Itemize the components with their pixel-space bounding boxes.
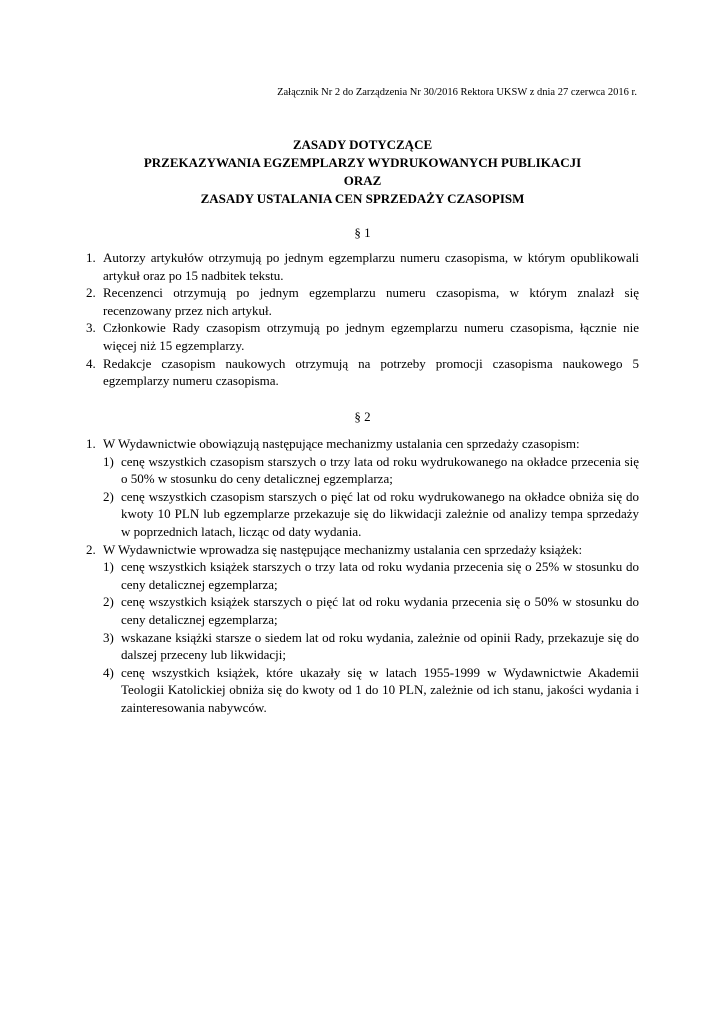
sub-item-number: 1) bbox=[103, 453, 114, 469]
section-2-list bbox=[86, 435, 639, 717]
list-item bbox=[86, 284, 639, 319]
sub-item-text: cenę wszystkich książek, które ukazały się w latach 1955-1999 w Wydawnictwie Akademii Teologii Katolickiej obniża się do kwoty od 1 do 10 PLN, zależnie od ich stanu, jakości wydania i zainteresowania nabywców. bbox=[121, 664, 639, 715]
list-item bbox=[86, 435, 639, 453]
sub-list-item bbox=[86, 488, 639, 541]
item-number: 1. bbox=[86, 436, 96, 451]
sub-item-number: 2) bbox=[103, 488, 114, 504]
sub-item-text: cenę wszystkich czasopism starszych o pięć lat od roku wydrukowanego na okładce obniża się do kwoty 10 PLN lub egzemplarze przekazuje się do likwidacji zależnie od analizy tempa sprzedaży w poprzednich latach, licząc od daty wydania. bbox=[121, 488, 639, 539]
item-number: 4. bbox=[86, 355, 96, 371]
list-item bbox=[86, 249, 639, 284]
sub-item-text: wskazane książki starsze o siedem lat od roku wydania, zależnie od opinii Rady, przekazuje się do dalszej przeceny lub likwidacji; bbox=[121, 629, 639, 663]
sub-item-number: 1) bbox=[103, 559, 114, 575]
sub-item-number: 4) bbox=[103, 664, 114, 680]
sub-item-number: 2) bbox=[103, 594, 114, 610]
sub-item-text: cenę wszystkich książek starszych o trzy lata od roku wydania przecenia się o 25% w stosunku do ceny detalicznej egzemplarza; bbox=[121, 559, 639, 592]
sub-item-text: cenę wszystkich książek starszych o pięć lat od roku wydania przecenia się o 50% w stosunku do ceny detalicznej egzemplarza; bbox=[121, 594, 639, 627]
sub-item-number: 3) bbox=[103, 629, 114, 645]
item-number: 2. bbox=[86, 541, 96, 557]
document-title bbox=[0, 136, 725, 208]
sub-list-item bbox=[86, 629, 639, 664]
sub-list-item bbox=[86, 664, 639, 717]
sub-list-item bbox=[86, 558, 639, 593]
header-note: Załącznik Nr 2 do Zarządzenia Nr 30/2016 Rektora UKSW z dnia 27 czerwca 2016 r. bbox=[277, 87, 637, 98]
section-1-list bbox=[86, 249, 639, 390]
item-number: 3. bbox=[86, 320, 96, 336]
item-number: 2. bbox=[86, 285, 96, 301]
item-text: Redakcje czasopism naukowych otrzymują na potrzeby promocji czasopisma naukowego 5 egzemplarzy numeru czasopisma. bbox=[103, 355, 639, 389]
list-item bbox=[86, 355, 639, 390]
item-text: W Wydawnictwie obowiązują następujące mechanizmy ustalania cen sprzedaży czasopism: bbox=[103, 436, 580, 451]
sub-item-text: cenę wszystkich czasopism starszych o trzy lata od roku wydrukowanego na okładce przecenia się o 50% w stosunku do ceny detalicznej egzemplarza; bbox=[121, 453, 639, 487]
list-item bbox=[86, 319, 639, 354]
item-text: Autorzy artykułów otrzymują po jednym egzemplarzu numeru czasopisma, w którym opublikowali artykuł oraz po 15 nadbitek tekstu. bbox=[103, 250, 639, 283]
item-number: 1. bbox=[86, 250, 96, 265]
title-line: ZASADY USTALANIA CEN SPRZEDAŻY CZASOPISM bbox=[200, 191, 525, 206]
sub-list-item bbox=[86, 593, 639, 628]
title-line: ORAZ bbox=[343, 173, 382, 188]
sub-list-item bbox=[86, 453, 639, 488]
item-text: W Wydawnictwie wprowadza się następujące mechanizmy ustalania cen sprzedaży książek: bbox=[103, 541, 583, 557]
title-line: ZASADY DOTYCZĄCE bbox=[292, 137, 433, 152]
section-2-mark: § 2 bbox=[354, 409, 371, 424]
item-text: Recenzenci otrzymują po jednym egzemplarzu numeru czasopisma, w którym znalazł się recenzowany przez nich artykuł. bbox=[103, 285, 639, 318]
title-line: PRZEKAZYWANIA EGZEMPLARZY WYDRUKOWANYCH PUBLIKACJI bbox=[143, 155, 582, 170]
item-text: Członkowie Rady czasopism otrzymują po jednym egzemplarzu numeru czasopisma, łącznie nie więcej niż 15 egzemplarzy. bbox=[103, 320, 639, 353]
list-item bbox=[86, 541, 639, 559]
section-1-mark: § 1 bbox=[354, 225, 371, 240]
